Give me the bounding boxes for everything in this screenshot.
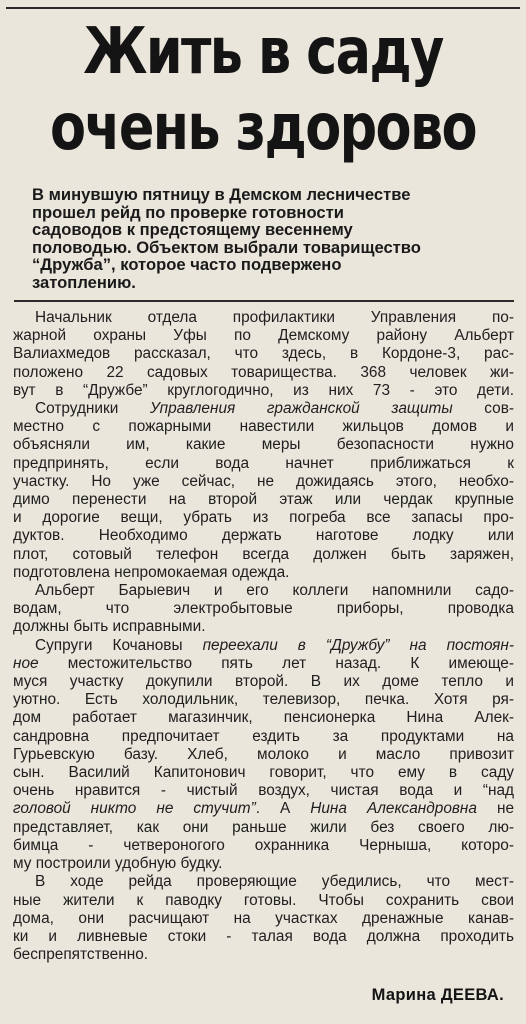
- lead-divider: [14, 300, 514, 302]
- body-italic-span: Нина Александровна: [310, 800, 477, 818]
- lead-line: “Дружба”, которое часто подвержено: [32, 255, 342, 275]
- body-line: жарной охраны Уфы по Демскому району Альберт: [13, 327, 514, 345]
- body-line: очень нравится - чистый воздух, чистая вода и “над: [13, 782, 514, 800]
- body-line: димо перенести на второй этаж или чердак крупные: [13, 491, 514, 509]
- body-line: [13, 637, 514, 655]
- headline-line-1: Жить в саду: [83, 15, 443, 89]
- top-rule: [6, 7, 520, 9]
- body-line: подготовлена непромокаемая одежда.: [13, 563, 290, 581]
- body-text-span: . А: [255, 800, 311, 818]
- body-italic-span: ное: [13, 654, 39, 672]
- body-line: представляет, как они раньше жили без своего лю-: [13, 818, 514, 836]
- article-body: [13, 309, 514, 964]
- body-line: дом работает магазинчик, пенсионерка Нина Алек-: [13, 709, 514, 727]
- lead-line: затоплению.: [32, 272, 136, 292]
- body-line: Валиахмедов рассказал, что здесь, в Кордоне-3, рас-: [13, 345, 514, 363]
- lead-line: прошел рейд по проверке готовности: [32, 202, 344, 222]
- body-line: должны быть исправными.: [13, 618, 206, 636]
- body-line: предпринять, если вода начнет приближаться к: [13, 454, 514, 472]
- body-line: муся участку докупили второй. В их доме тепло и: [13, 673, 514, 691]
- body-line: [13, 655, 514, 673]
- body-line: Гурьевскую базу. Хлеб, молоко и масло привозит: [13, 745, 514, 763]
- body-line: ки и ливневые стоки - талая вода должна проходить: [13, 927, 514, 945]
- body-line: положено 22 садовых товарищества. 368 человек жи-: [13, 363, 514, 381]
- body-line: ные жители к паводку готовы. Чтобы сохранить свои: [13, 891, 514, 909]
- body-line: объясняли им, какие меры безопасности нужно: [13, 436, 514, 454]
- body-text-span: Супруги Кочановы: [35, 636, 203, 654]
- body-line: и дорогие вещи, убрать из погреба все запасы про-: [13, 509, 514, 527]
- body-text-span: сов-: [452, 400, 514, 418]
- body-line: местно с пожарными навестили жильцов домов и: [13, 418, 514, 436]
- body-italic-span: Управления гражданской защиты: [149, 400, 453, 418]
- headline: [47, 14, 478, 166]
- body-line: плот, сотовый телефон всегда должен быть заряжен,: [13, 545, 514, 563]
- body-line: Альберт Барыевич и его коллеги напомнили садо-: [35, 582, 514, 600]
- body-line: сандровна предпочитает ездить за продуктами на: [13, 727, 514, 745]
- body-italic-span: переехали в “Дружбу” на постоян-: [202, 636, 514, 654]
- body-line: водам, что электробытовые приборы, проводка: [13, 600, 514, 618]
- body-text-span: Сотрудники: [35, 400, 150, 418]
- body-line: Начальник отдела профилактики Управления по-: [35, 309, 514, 326]
- lead-line: В минувшую пятницу в Демском лесничестве: [32, 185, 411, 204]
- body-line: му построили удобную будку.: [13, 855, 223, 873]
- body-line: сын. Василий Капитонович говорит, что ему в саду: [13, 764, 514, 782]
- lead-line: садоводов к предстоящему весеннему: [32, 220, 353, 240]
- lead-paragraph: [32, 186, 512, 292]
- body-line: [13, 800, 514, 818]
- headline-line-2: очень здорово: [50, 91, 476, 165]
- body-line: участку. Но уже сейчас, не дожидаясь этого, необхо-: [13, 472, 514, 490]
- body-line: вут в “Дружбе” круглогодично, из них 73 - это дети.: [13, 381, 514, 399]
- body-line: [13, 400, 514, 418]
- body-text-span: не: [476, 800, 514, 818]
- author-signature: Марина ДЕЕВА.: [371, 986, 504, 1004]
- body-line: уютно. Есть холодильник, телевизор, печка. Хотя ря-: [13, 691, 514, 709]
- body-line: дома, они расчищают на участках дренажные канав-: [13, 909, 514, 927]
- body-line: В ходе рейда проверяющие убедились, что мест-: [35, 873, 514, 891]
- body-italic-span: головой никто не стучит”: [13, 800, 256, 818]
- body-text-span: местожительство пять лет назад. К имеюще-: [38, 654, 514, 672]
- body-line: дуктов. Необходимо держать наготове лодку или: [13, 527, 514, 545]
- lead-line: половодью. Объектом выбрали товарищество: [32, 237, 421, 257]
- body-line: беспрепятственно.: [13, 946, 149, 964]
- body-line: бимца - четвероногого охранника Черныша, которо-: [13, 836, 514, 854]
